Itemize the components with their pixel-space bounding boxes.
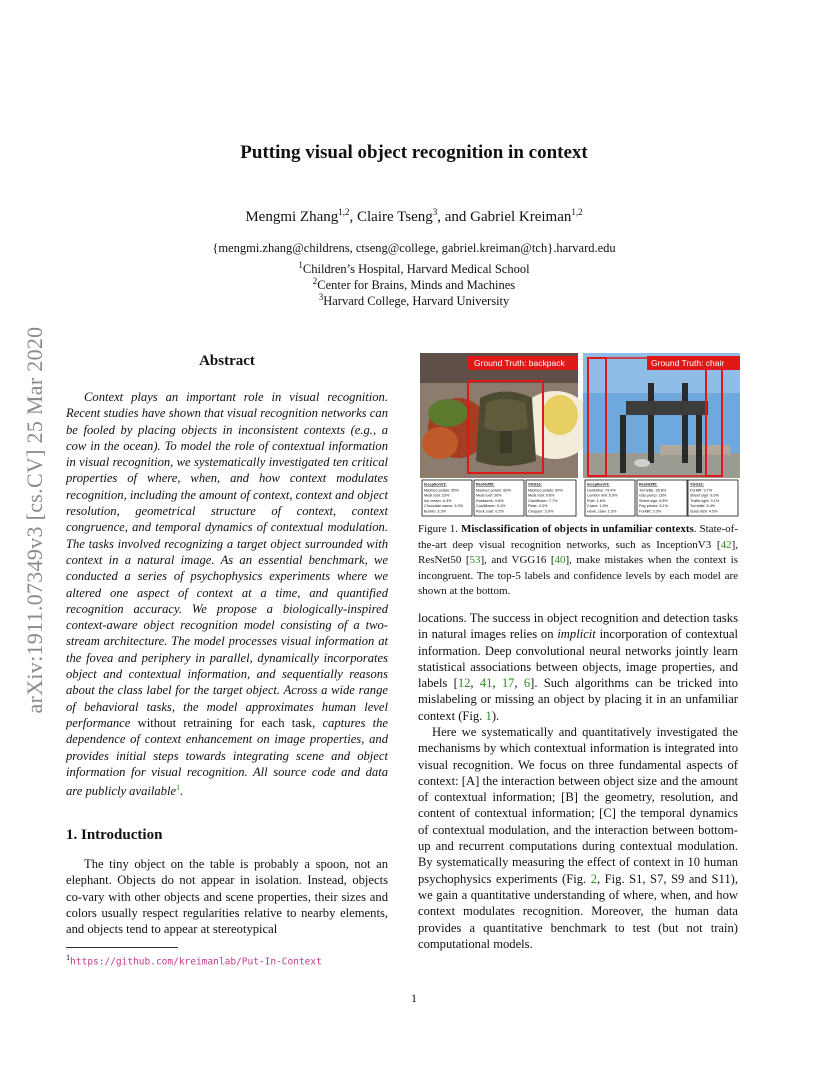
prediction-row: Rotisserie: 0.6% xyxy=(476,498,504,503)
author-affil-mark: 1,2 xyxy=(338,207,350,217)
prediction-row: Guillotine: 74.4% xyxy=(587,488,616,493)
caption-label: Figure 1. xyxy=(418,523,458,535)
prediction-row: Crane: 1.6% xyxy=(587,504,609,509)
prediction-model-name: VGG16: xyxy=(690,482,704,487)
footnote xyxy=(66,953,322,967)
prediction-row: Meat loaf: 23% xyxy=(424,493,450,498)
prediction-row: Street sign: 5.8% xyxy=(639,498,668,503)
body-paragraph xyxy=(418,610,738,724)
caption-text: ], ResNet50 [ xyxy=(418,538,738,566)
affiliation-mark: 1 xyxy=(298,260,303,270)
author-separator: , xyxy=(349,209,357,225)
abstract-heading: Abstract xyxy=(199,353,255,369)
prediction-row: Cauliflower: 7.7% xyxy=(528,498,558,503)
citation-link[interactable]: 42 xyxy=(720,538,732,551)
figure-right-label: Ground Truth: chair xyxy=(651,358,725,368)
introduction-text: The tiny object on the table is probably a spoon, not an elephant. Objects do not appear in isolation. Instead, objects co-vary with other objects and scene properties, their sizes and colors usually respect regularities relative to nearby elements, and objects tend to appear at stereotypical xyxy=(66,857,388,937)
citation-link[interactable]: 41 xyxy=(479,676,493,691)
prediction-row: Meat loaf: 9.8% xyxy=(528,493,555,498)
prediction-row: Turnstile: 5.4% xyxy=(690,504,716,509)
abstract-plain-part: without retraining for each task, xyxy=(130,715,323,730)
prediction-row: Pay-phone: 5.1% xyxy=(639,504,669,509)
citation-link[interactable]: 6 xyxy=(523,676,531,691)
prediction-row: Burrito: 3.3% xyxy=(424,509,446,514)
affiliation-mark: 2 xyxy=(312,276,318,286)
author-list xyxy=(0,207,828,226)
prediction-model-name: InceptionV3: xyxy=(587,482,610,487)
author-affil-mark: 3 xyxy=(432,207,438,217)
prediction-row: Traffic light: 9.1% xyxy=(690,498,720,503)
prediction-row: Mashed potato: 55% xyxy=(424,488,459,493)
prediction-row: Hook, claw: 1.5% xyxy=(587,509,617,514)
prediction-row: Mashed potato: 60% xyxy=(476,488,511,493)
abstract-part: Context plays an important role in visual recognition. Recent studies have shown that visual recognition networks can be fooled by placing objects in inconsistent contexts (e.g., a cow in the ocean). To model the role of contextual information in visual recognition, we systematically investigated ten critical properties of where, when, and how context modulates recognition, including the amount of context, context and object resolution, geometrical structure of context, context congruence, and temporal dynamics of contextual modulation. The tasks involved recognizing a target object surrounded with context in a natural image. As an essential benchmark, we conducted a series of psychophysics experiments where we altered one aspect of context at a time, and quantified recognition accuracy. We propose a biologically-inspired context-aware object recognition model consisting of a two-stream architecture. The model processes visual information at the fovea and periphery in parallel, dynamically incorporates object and contextual information, and sequentially reasons about the class label for the target object. Across a wide range of behavioral tasks, the model approximates human level performance xyxy=(66,390,388,730)
prediction-row: Street sign: 9.3% xyxy=(690,493,719,498)
figure-link[interactable]: 1 xyxy=(485,708,492,723)
prediction-row: Turnstile: 35.8% xyxy=(639,488,667,493)
citation-separator: , xyxy=(514,676,524,691)
prediction-row: Chocolate sauce: 5.3% xyxy=(424,504,464,509)
citation-link[interactable]: 17 xyxy=(501,676,515,691)
prediction-row: Lumber mill: 5.9% xyxy=(587,493,618,498)
body-emphasis: implicit xyxy=(557,627,596,642)
caption-title: Misclassification of objects in unfamiliar contexts xyxy=(460,523,694,535)
author-separator: , and xyxy=(437,209,471,225)
arxiv-stamp xyxy=(20,280,50,760)
abstract-text xyxy=(66,389,388,800)
affiliation-text: Harvard College, Harvard University xyxy=(323,294,510,309)
body-text: ). xyxy=(491,708,500,723)
prediction-row: Mashed potato: 60% xyxy=(528,488,563,493)
prediction-model-name: VGG16: xyxy=(528,482,542,487)
prediction-model-name: ResNet50: xyxy=(639,482,658,487)
figure-caption xyxy=(418,522,738,600)
arxiv-stamp-text: arXiv:1911.07349v3 [cs.CV] 25 Mar 2020 xyxy=(22,326,47,714)
abstract-part: . xyxy=(180,784,184,799)
figure-link[interactable]: 2 xyxy=(590,871,597,886)
prediction-row: Meat loaf: 30% xyxy=(476,493,502,498)
prediction-row: Gas pump: 16% xyxy=(639,493,667,498)
body-text: locations. The success in object recognition and detection tasks in natural images relies on xyxy=(418,611,738,642)
paper-title: Putting visual object recognition in context xyxy=(240,142,588,163)
citation-separator: , xyxy=(492,676,502,691)
prediction-model-name: ResNet50: xyxy=(476,482,495,487)
affiliation xyxy=(0,289,828,309)
prediction-row: Rock crab: 0.2% xyxy=(476,509,504,514)
prediction-row: Forklift: 9.7% xyxy=(690,488,713,493)
author-emails: {mengmi.zhang@childrens, ctseng@college, gabriel.kreiman@tch}.harvard.edu xyxy=(212,241,616,255)
figure-left-label: Ground Truth: backpack xyxy=(474,358,565,368)
prediction-row: Plate: 4.3% xyxy=(528,504,548,509)
body-text: ]. Such algorithms can be tricked into mislabeling or missing an object by placing it in an unfamiliar context (Fig. xyxy=(418,676,738,723)
prediction-model-name: InceptionV3: xyxy=(424,482,447,487)
caption-text: . State-of-the-art deep visual recognition networks, such as InceptionV3 [ xyxy=(418,523,738,551)
footnote-mark: 1 xyxy=(66,953,71,962)
caption-text: ], make mistakes when the context is incongruent. The top-5 labels and confidence levels by each model are shown at the bottom. xyxy=(418,554,738,597)
caption-text: ], and VGG16 [ xyxy=(480,554,555,566)
body-paragraph xyxy=(418,724,738,952)
body-text: Here we systematically and quantitatively investigated the mechanisms by which contextual information is integrated into visual recognition. We focus on three fundamental aspects of context: [A] the interaction between object size and the amount of contextual information; [B] the geometry, resolution, and content of contextual information; [C] the temporal dynamics of contextual modulation, and the interaction between bottom-up and recurrent computations during contextual modulation. By systematically measuring the effect of context in 10 human psychophysics experiments (Fig. xyxy=(418,725,738,886)
author-affil-mark: 1,2 xyxy=(571,207,583,217)
citation-link[interactable]: 12 xyxy=(457,676,471,691)
prediction-tables xyxy=(422,480,738,516)
affiliation-text: Center for Brains, Minds and Machines xyxy=(317,278,516,293)
footnote-link[interactable]: 1 xyxy=(176,783,181,793)
affiliation-text: Children’s Hospital, Harvard Medical School xyxy=(302,262,530,277)
citation-link[interactable]: 40 xyxy=(554,554,566,566)
figure-left-image xyxy=(420,353,593,478)
author-name: Gabriel Kreiman xyxy=(470,209,572,225)
citation-link[interactable]: 53 xyxy=(469,554,481,566)
prediction-row: Forklift: 2.0% xyxy=(639,509,662,514)
page-number: 1 xyxy=(411,991,417,1005)
abstract-part: captures the dependence of context enhancement on image properties, and provides initial steps towards integrating scene and object information for visual recognition. All source code and data are publicly available xyxy=(66,715,389,799)
body-text: , Fig. S1, S7, S9 and S11), we gain a quantitative understanding of where, when, and how context modulates recognition. Moreover, the human data provides a quantitative benchmark to test (but not train) computational models. xyxy=(418,871,738,951)
prediction-row: Chopper: 3.9% xyxy=(528,509,554,514)
citation-separator: , xyxy=(470,676,480,691)
body-text: incorporation of contextual information. Deep convolutional neural networks jointly learn statistical associations between objects, image properties, and labels [ xyxy=(418,627,738,691)
footnote-rule xyxy=(66,947,178,948)
footnote-url[interactable]: https://github.com/kreimanlab/Put-In-Context xyxy=(70,956,322,968)
prediction-row: Solar dish: 4.5% xyxy=(690,509,718,514)
affiliation-mark: 3 xyxy=(318,292,324,302)
author-name: Mengmi Zhang xyxy=(245,209,339,225)
figure-1 xyxy=(420,353,740,518)
section-heading-introduction: 1. Introduction xyxy=(66,827,163,843)
prediction-row: Pole: 1.6% xyxy=(587,498,606,503)
author-name: Claire Tseng xyxy=(357,209,433,225)
prediction-row: Ice cream: 6.3% xyxy=(424,498,452,503)
prediction-row: Cauliflower: 0.4% xyxy=(476,504,506,509)
